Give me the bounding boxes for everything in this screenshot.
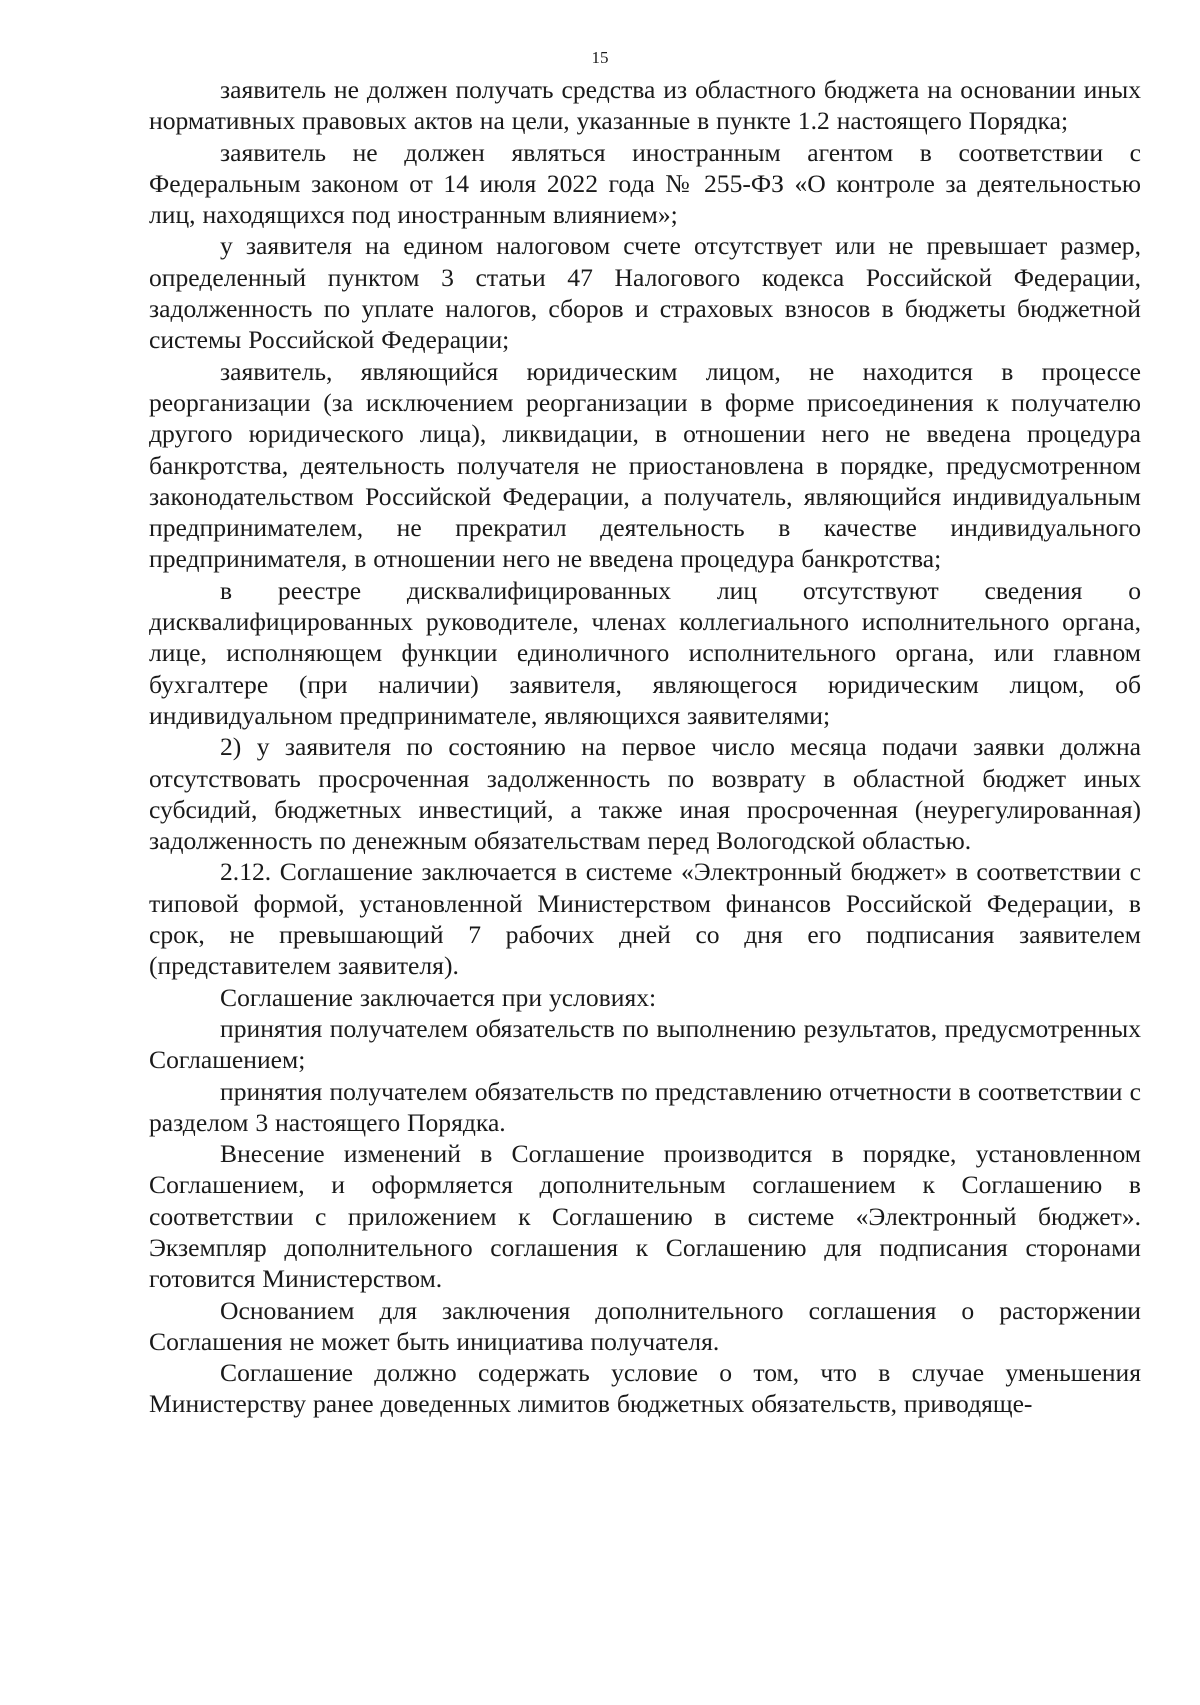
paragraph-results-obligation: принятия получателем обязательств по выполнению результатов, предусмотренных Соглашением;: [149, 1013, 1141, 1075]
paragraph-reorganization: заявитель, являющийся юридическим лицом, не находится в процессе реорганизации (за исключением реорганизации в форме присоединения к получателю другого юридического лица), ликвидации, в отношении него не введена процедура банкротства, деятельность получателя не приостановлена в порядке, предусмотренном законодательством Российской Федерации, а получатель, являющийся индивидуальным предпринимателем, не прекратил деятельность в качестве индивидуального предпринимателя, в отношении него не введена процедура банкротства;: [149, 356, 1141, 574]
document-body: [149, 74, 1141, 1420]
paragraph-agreement-conclusion: 2.12. Соглашение заключается в системе «Электронный бюджет» в соответствии с типовой формой, установленной Министерством финансов Российской Федерации, в срок, не превышающий 7 рабочих дней со дня его подписания заявителем (представителем заявителя).: [149, 857, 1141, 981]
paragraph-limits-reduction: Соглашение должно содержать условие о том, что в случае уменьшения Министерству ранее доведенных лимитов бюджетных обязательств, приводяще-: [149, 1358, 1141, 1419]
paragraph-termination-basis: Основанием для заключения дополнительного соглашения о расторжении Соглашения не может быть инициатива получателя.: [149, 1295, 1141, 1356]
paragraph-no-other-funds: заявитель не должен получать средства из областного бюджета на основании иных нормативных правовых актов на цели, указанные в пункте 1.2 настоящего Порядка;: [149, 75, 1141, 136]
paragraph-not-foreign-agent: заявитель не должен являться иностранным агентом в соответствии с Федеральным законом от 14 июля 2022 года № 255-ФЗ «О контроле за деятельностью лиц, находящихся под иностранным влиянием»;: [149, 137, 1141, 230]
paragraph-amendments: Внесение изменений в Соглашение производится в порядке, установленном Соглашением, и оформляется дополнительным соглашением к Соглашению в соответствии с приложением к Соглашению в системе «Электронный бюджет». Экземпляр дополнительного соглашения к Соглашению для подписания сторонами готовится Министерством.: [149, 1139, 1141, 1294]
paragraph-reporting-obligation: принятия получателем обязательств по представлению отчетности в соответствии с разделом 3 настоящего Порядка.: [149, 1076, 1141, 1137]
paragraph-agreement-conditions: Соглашение заключается при условиях:: [220, 982, 657, 1012]
paragraph-tax-debt: у заявителя на едином налоговом счете отсутствует или не превышает размер, определенный пунктом 3 статьи 47 Налогового кодекса Российской Федерации, задолженность по уплате налогов, сборов и страховых взносов в бюджеты бюджетной системы Российской Федерации;: [149, 231, 1141, 355]
paragraph-disqualified-persons: в реестре дисквалифицированных лиц отсутствуют сведения о дисквалифицированных руководителе, членах коллегиального исполнительного органа, лице, исполняющем функции единоличного исполнительного органа, или главном бухгалтере (при наличии) заявителя, являющегося юридическим лицом, об индивидуальном предпринимателе, являющихся заявителями;: [149, 575, 1141, 730]
page-number: 15: [591, 48, 609, 67]
paragraph-overdue-debt: 2) у заявителя по состоянию на первое число месяца подачи заявки должна отсутствовать просроченная задолженность по возврату в областной бюджет иных субсидий, бюджетных инвестиций, а также иная просроченная (неурегулированная) задолженность по денежным обязательствам перед Вологодской областью.: [149, 732, 1141, 856]
